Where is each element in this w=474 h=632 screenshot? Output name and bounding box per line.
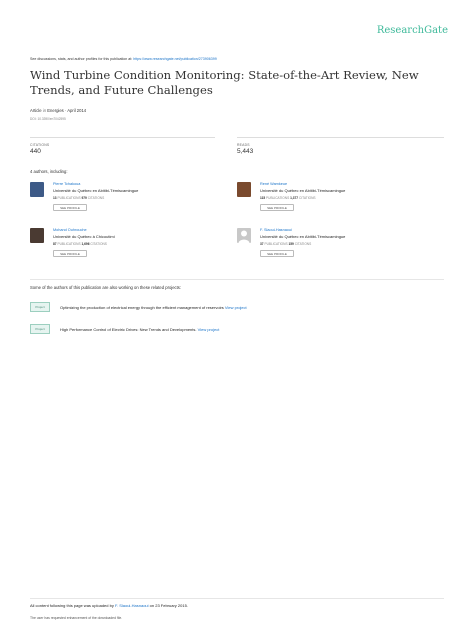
discussion-lead-text: See discussions, stats, and author profiles for this publication at: <box>30 57 133 61</box>
publications-label: PUBLICATIONS <box>57 242 81 246</box>
project-badge: Project <box>30 324 50 334</box>
reads-divider <box>237 137 444 138</box>
citations-label: CITATIONS <box>298 196 316 200</box>
project-title: Optimizing the production of electrical energy through the efficient management of reservoirs <box>60 305 224 310</box>
author-name-link[interactable]: F. Slaoui-Hasnaoui <box>260 228 292 232</box>
authors-heading: 4 authors, including: <box>30 169 68 174</box>
see-profile-button[interactable]: SEE PROFILE <box>53 250 87 257</box>
uploader-link[interactable]: F. Slaoui-Hasnaoui <box>114 603 149 608</box>
author-institution: Université du Québec en Abitibi-Témiscamingue <box>260 234 346 239</box>
view-project-link[interactable]: View project <box>224 305 247 310</box>
citations-count: 1,696 <box>81 242 90 246</box>
publications-label: PUBLICATIONS <box>57 196 81 200</box>
author-stats <box>260 196 316 200</box>
author-institution: Université du Québec à Chicoutimi <box>53 234 115 239</box>
author-institution: Université du Québec en Abitibi-Témiscamingue <box>260 188 346 193</box>
citations-label: CITATIONS <box>90 242 107 246</box>
project-text <box>60 305 247 310</box>
reads-label: READS <box>237 143 250 147</box>
author-avatar[interactable] <box>30 228 44 243</box>
author-avatar[interactable] <box>30 182 44 197</box>
footer-divider <box>30 598 444 599</box>
upload-line <box>30 603 188 608</box>
project-text <box>60 327 219 332</box>
publications-count: 87 <box>53 242 57 246</box>
project-badge: Project <box>30 302 50 312</box>
citations-count: 159 <box>288 242 294 246</box>
upload-prefix: All content following this page was uploaded by <box>30 603 114 608</box>
view-project-link[interactable]: View project <box>197 327 220 332</box>
author-card <box>30 182 230 222</box>
paper-title: Wind Turbine Condition Monitoring: State-of-the-Art Review, New Trends, and Future Challenges <box>30 68 419 97</box>
publications-label: PUBLICATIONS <box>264 242 288 246</box>
researchgate-logo[interactable]: ResearchGate <box>376 25 448 36</box>
see-profile-button[interactable]: SEE PROFILE <box>260 250 294 257</box>
related-project <box>30 302 450 316</box>
author-avatar[interactable] <box>237 228 251 243</box>
publications-count: 13 <box>53 196 57 200</box>
author-card <box>237 182 437 222</box>
default-avatar-icon <box>237 228 251 243</box>
in-word: in <box>42 108 47 113</box>
citations-count: 979 <box>81 196 87 200</box>
paper-meta <box>30 108 86 113</box>
publications-count: 115 <box>260 196 266 200</box>
see-profile-button[interactable]: SEE PROFILE <box>260 204 294 211</box>
author-stats <box>260 242 311 246</box>
related-project <box>30 324 450 338</box>
author-name-link[interactable]: Mohand Ouhrouche <box>53 228 87 232</box>
author-avatar[interactable] <box>237 182 251 197</box>
citations-count: 1,377 <box>290 196 299 200</box>
publications-count: 37 <box>260 242 264 246</box>
author-stats <box>53 242 107 246</box>
publications-label: PUBLICATIONS <box>266 196 290 200</box>
upload-suffix: on 23 February 2015. <box>149 603 188 608</box>
doi-text: DOI: 10.3390/en7042595 <box>30 117 66 121</box>
author-card <box>237 228 437 268</box>
citations-divider <box>30 137 215 138</box>
citations-label: CITATIONS <box>87 196 105 200</box>
related-projects-heading: Some of the authors of this publication are also working on these related projects: <box>30 285 182 290</box>
author-name-link[interactable]: Pierre Tchakoua <box>53 182 81 186</box>
author-name-link[interactable]: René Wamkeue <box>260 182 288 186</box>
citations-label: CITATIONS <box>294 242 312 246</box>
citations-count: 440 <box>30 148 41 155</box>
related-divider <box>30 279 444 280</box>
citations-label: CITATIONS <box>30 143 50 147</box>
discussion-line <box>30 57 217 61</box>
enhancement-note: The user has requested enhancement of the downloaded file. <box>30 616 123 620</box>
author-card <box>30 228 230 268</box>
see-profile-button[interactable]: SEE PROFILE <box>53 204 87 211</box>
author-institution: Université du Québec en Abitibi-Témiscamingue <box>53 188 139 193</box>
publication-url-link[interactable]: https://www.researchgate.net/publication/273906399 <box>133 57 217 61</box>
journal-name[interactable]: Energies · April 2014 <box>47 108 87 113</box>
reads-count: 5,443 <box>237 148 254 155</box>
project-title: High Performance Control of Electric Drives: New Trends and Developments. <box>60 327 197 332</box>
author-stats <box>53 196 104 200</box>
article-type: Article <box>30 108 42 113</box>
